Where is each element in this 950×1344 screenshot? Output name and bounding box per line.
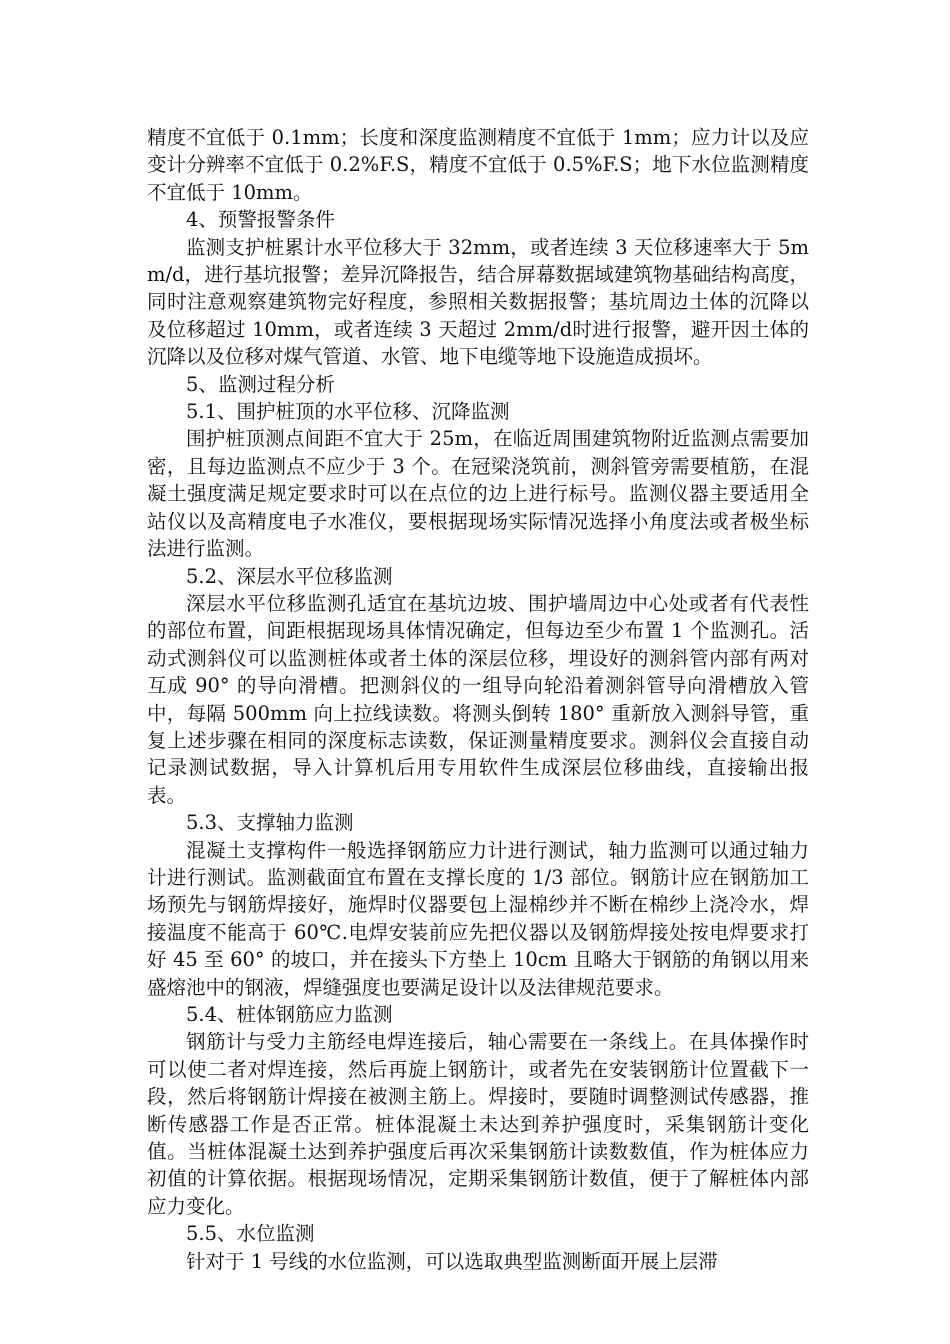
paragraph-precision: 精度不宜低于 0.1mm；长度和深度监测精度不宜低于 1mm；应力计以及应变计分辨率不宜低于 0.2%F.S，精度不宜低于 0.5%F.S；地下水位监测精度不宜低于 10mm。 — [147, 126, 809, 204]
heading-support-axial-force: 5.3、支撑轴力监测 — [186, 811, 354, 835]
heading-pile-top-displacement: 5.1、围护桩顶的水平位移、沉降监测 — [186, 400, 510, 424]
heading-monitoring-analysis: 5、监测过程分析 — [186, 372, 335, 396]
heading-deep-displacement: 5.2、深层水平位移监测 — [186, 564, 393, 588]
paragraph-deep-displacement: 深层水平位移监测孔适宜在基坑边坡、围护墙周边中心处或者有代表性的部位布置，间距根据现场具体情况确定，但每边至少布置 1 个监测孔。活动式测斜仪可以监测桩体或者土体的深层位移，埋设好的测斜管内部有两对互成 90° 的导向滑槽。把测斜仪的一组导向轮沿着测斜管导向滑槽放入管中，每隔 500mm 向上拉线读数。将测头倒转 180° 重新放入测斜导管，重复上述步骤在相同的深度标志读数，保证测量精度要求。测斜仪会直接自动记录测试数据，导入计算机后用专用软件生成深层位移曲线，直接输出报表。 — [147, 591, 809, 807]
heading-rebar-stress: 5.4、桩体钢筋应力监测 — [186, 1003, 393, 1026]
paragraph-pile-top-displacement: 围护桩顶测点间距不宜大于 25m，在临近周围建筑物附近监测点需要加密，且每边监测点不应少于 3 个。在冠梁浇筑前，测斜管旁需要植筋，在混凝土强度满足规定要求时可以在点位的边上进行标号。监测仪器主要适用全站仪以及高精度电子水准仪，要根据现场实际情况选择小角度法或者极坐标法进行监测。 — [147, 427, 809, 561]
paragraph-rebar-stress: 钢筋计与受力主筋经电焊连接后，轴心需要在一条线上。在具体操作时可以使二者对焊连接，然后再旋上钢筋计，或者先在安装钢筋计位置截下一段，然后将钢筋计焊接在被测主筋上。焊接时，要随时调整测试传感器，推断传感器工作是否正常。桩体混凝土未达到养护强度时，采集钢筋计变化值。当桩体混凝土达到养护强度后再次采集钢筋计读数数值，作为桩体应力初值的计算依据。根据现场情况，定期采集钢筋计数值，便于了解桩体内部应力变化。 — [147, 1030, 809, 1218]
heading-warning-conditions: 4、预警报警条件 — [186, 208, 335, 232]
heading-water-level: 5.5、水位监测 — [186, 1222, 315, 1246]
paragraph-support-axial-force: 混凝土支撑构件一般选择钢筋应力计进行测试，轴力监测可以通过轴力计进行测试。监测截面宜布置在支撑长度的 1/3 部位。钢筋计应在钢筋加工场预先与钢筋焊接好，施焊时仪器要包上湿棉纱并不断在棉纱上浇冷水，焊接温度不能高于 60℃.电焊安装前应先把仪器以及钢筋焊接处按电焊要求打好 45 至 60° 的坡口，并在接头下方垫上 10cm 且略大于钢筋的角钢以用来盛熔池中的钢液，焊缝强度也要满足设计以及法律规范要求。 — [147, 838, 809, 999]
document-body — [147, 124, 809, 1275]
paragraph-warning-conditions: 监测支护桩累计水平位移大于 32mm，或者连续 3 天位移速率大于 5mm/d，进行基坑报警；差异沉降报告，结合屏幕数据域建筑物基础结构高度，同时注意观察建筑物完好程度，参照相关数据报警；基坑周边土体的沉降以及位移超过 10mm，或者连续 3 天超过 2mm/d时进行报警，避开因土体的沉降以及位移对煤气管道、水管、地下电缆等地下设施造成损坏。 — [147, 235, 809, 369]
paragraph-water-level: 针对于 1 号线的水位监测，可以选取典型监测断面开展上层滞 — [186, 1249, 718, 1273]
